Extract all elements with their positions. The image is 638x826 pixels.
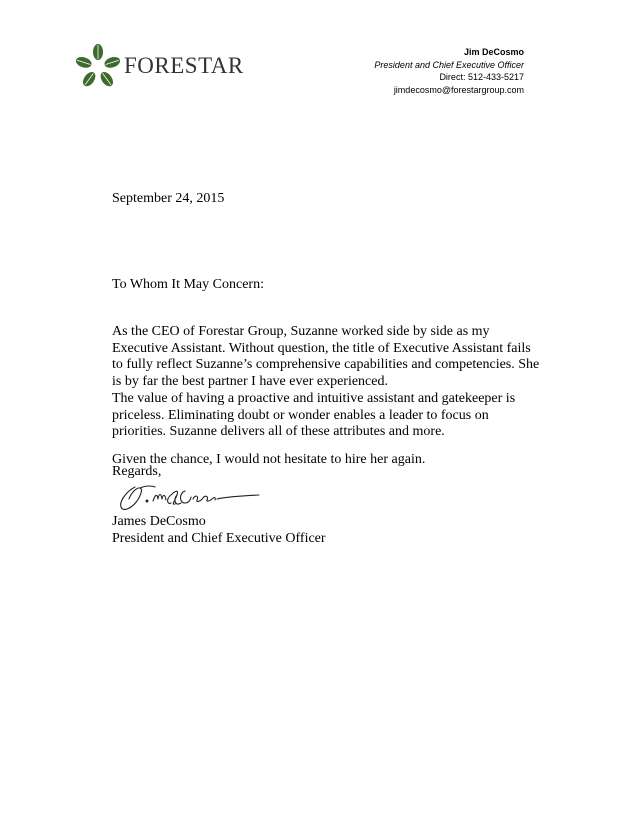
sender-block: [374, 46, 524, 96]
sender-title: President and Chief Executive Officer: [374, 59, 524, 70]
letter-paragraph: As the CEO of Forestar Group, Suzanne worked side by side as my Executive Assistant. Without question, the title of Executive Assistant fails to fully reflect Suzanne’s comprehensive capabilities and competencies. She is by far the best partner I have ever experienced.: [112, 324, 540, 389]
sender-email[interactable]: jimdecosmo@forestargroup.com: [393, 84, 524, 95]
handwritten-signature: [113, 479, 263, 515]
signer-title: President and Chief Executive Officer: [112, 530, 326, 546]
letter-date: September 24, 2015: [112, 191, 225, 206]
sender-name: Jim DeCosmo: [463, 47, 524, 57]
sender-phone: Direct: 512-433-5217: [439, 72, 524, 82]
letter-paragraph: Given the chance, I would not hesitate to hire her again.: [112, 452, 426, 467]
leaf-star-icon: [75, 42, 121, 90]
signer-name: James DeCosmo: [112, 514, 206, 529]
letter-closing: Regards,: [112, 464, 162, 479]
signer-block: [112, 514, 542, 547]
letter-paragraph: The value of having a proactive and intuitive assistant and gatekeeper is priceless. Eliminating doubt or wonder enables a leader to focus on priorities. Suzanne delivers all of these attributes and more.: [112, 391, 516, 439]
company-wordmark: FORESTAR: [124, 53, 244, 78]
letter-salutation: To Whom It May Concern:: [112, 277, 264, 292]
company-logo: [75, 42, 250, 90]
